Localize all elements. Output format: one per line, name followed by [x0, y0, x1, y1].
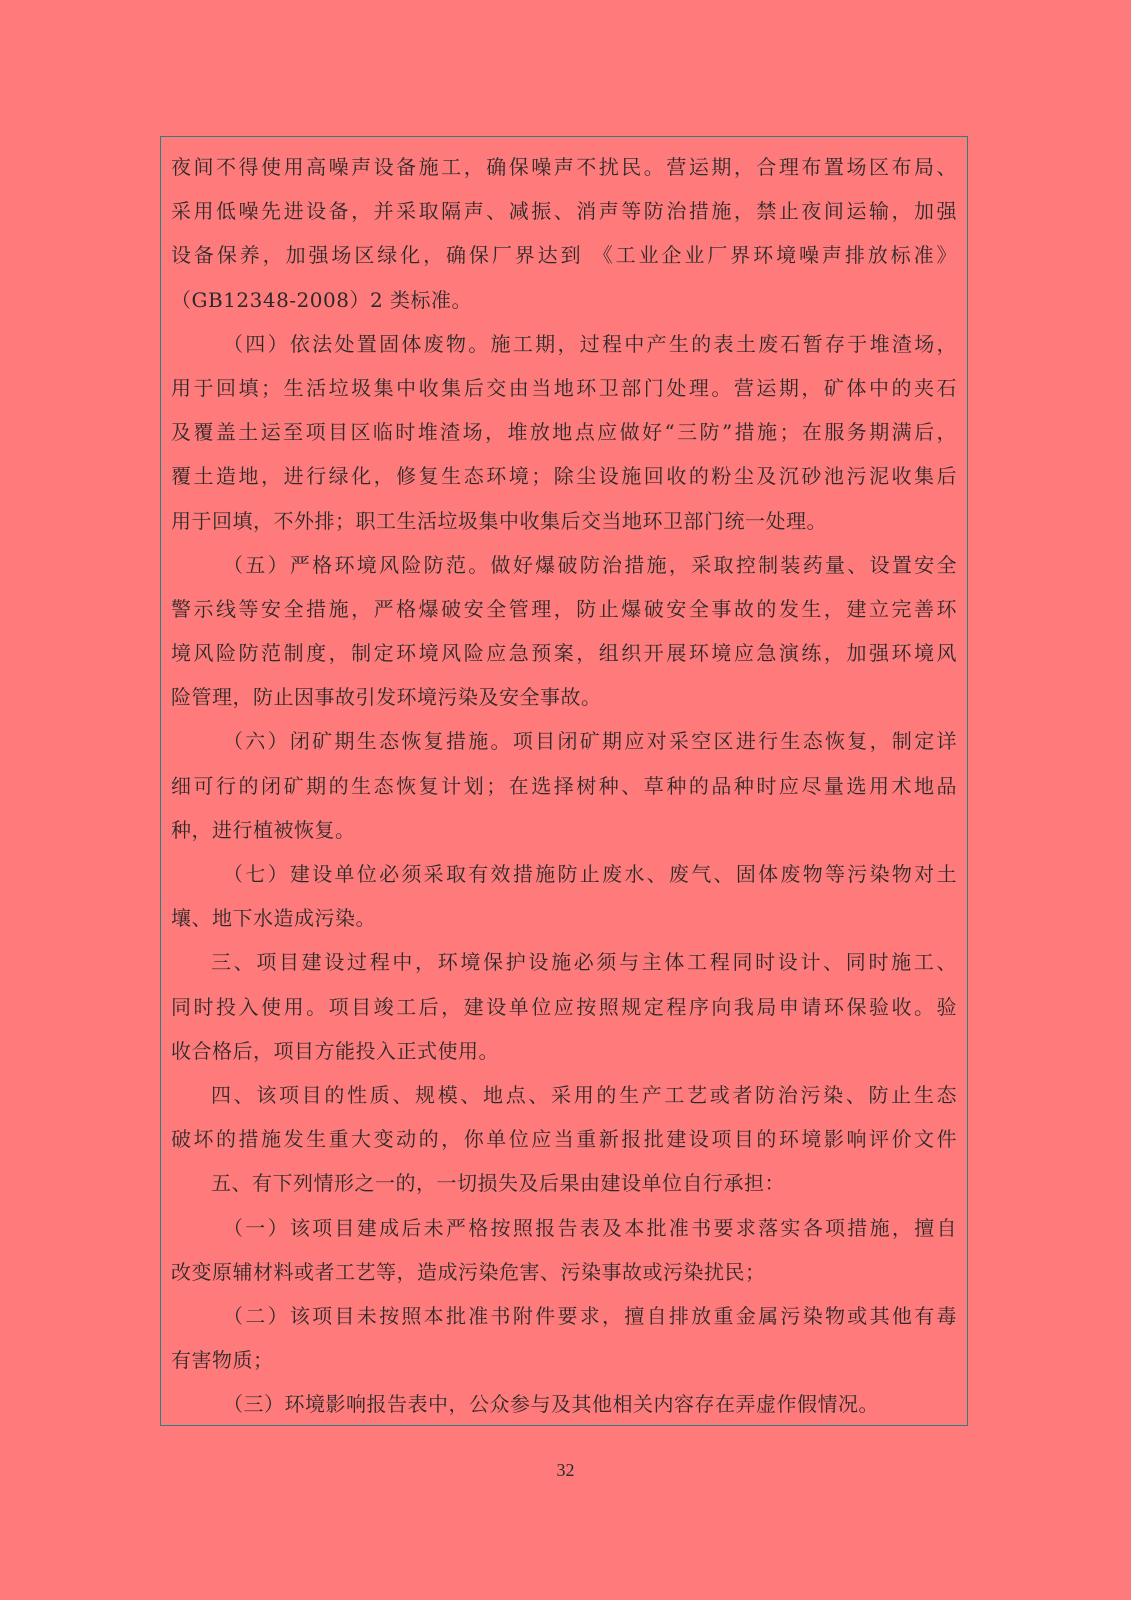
text-line: （七）建设单位必须采取有效措施防止废水、废气、固体废物等污染物对土 [223, 862, 957, 886]
text-line: 种，进行植被恢复。 [171, 817, 356, 842]
text-line: 险管理，防止因事故引发环境污染及安全事故。 [171, 685, 602, 710]
text-line: 夜间不得使用高噪声设备施工，确保噪声不扰民。营运期，合理布置场区布局、 [171, 155, 957, 179]
text-line: 境风险防范制度，制定环境风险应急预案，组织开展环境应急演练，加强环境风 [171, 641, 957, 666]
text-line: 三、项目建设过程中，环境保护设施必须与主体工程同时设计、同时施工、 [211, 950, 957, 975]
text-line: （四）依法处置固体废物。施工期，过程中产生的表土废石暂存于堆渣场， [223, 331, 957, 356]
document-text-frame [160, 136, 968, 1426]
text-line: 同时投入使用。项目竣工后，建设单位应按照规定程序向我局申请环保验收。验 [171, 994, 957, 1019]
text-line: 有害物质； [171, 1348, 274, 1373]
text-line: 警示线等安全措施，严格爆破安全管理，防止爆破安全事故的发生，建立完善环 [171, 596, 957, 621]
text-line: 破坏的措施发生重大变动的，你单位应当重新报批建设项目的环境影响评价文件 [171, 1127, 957, 1152]
page-number: 32 [556, 1460, 575, 1480]
text-line: 收合格后，项目方能投入正式使用。 [171, 1038, 499, 1063]
text-line: 采用低噪先进设备，并采取隔声、减振、消声等防治措施，禁止夜间运输，加强 [171, 199, 957, 224]
text-line: 用于回填，不外排；职工生活垃圾集中收集后交当地环卫部门统一处理。 [171, 508, 827, 533]
text-line: （一）该项目建成后未严格按照报告表及本批准书要求落实各项措施，擅自 [223, 1215, 957, 1240]
text-line: 及覆盖土运至项目区临时堆渣场，堆放地点应做好“三防”措施；在服务期满后， [171, 420, 957, 445]
text-line: 五、有下列情形之一的，一切损失及后果由建设单位自行承担： [211, 1171, 785, 1196]
text-line: （GB12348-2008）2 类标准。 [171, 287, 473, 312]
text-line: 设备保养，加强场区绿化，确保厂界达到 《工业企业厂界环境噪声排放标准》 [171, 243, 957, 268]
text-line: 改变原辅材料或者工艺等，造成污染危害、污染事故或污染扰民； [171, 1259, 766, 1284]
text-line: （三）环境影响报告表中，公众参与及其他相关内容存在弄虚作假情况。 [223, 1392, 879, 1417]
text-line: （五）严格环境风险防范。做好爆破防治措施，采取控制装药量、设置安全 [223, 552, 957, 577]
text-line: 覆土造地，进行绿化，修复生态环境；除尘设施回收的粉尘及沉砂池污泥收集后 [171, 464, 957, 489]
text-line: （二）该项目未按照本批准书附件要求，擅自排放重金属污染物或其他有毒 [223, 1303, 957, 1328]
text-line: 细可行的闭矿期的生态恢复计划；在选择树种、草种的品种时应尽量选用术地品 [171, 773, 957, 798]
text-line: 壤、地下水造成污染。 [171, 906, 376, 931]
text-line: 四、该项目的性质、规模、地点、采用的生产工艺或者防治污染、防止生态 [211, 1082, 957, 1107]
text-line: 用于回填；生活垃圾集中收集后交由当地环卫部门处理。营运期，矿体中的夹石 [171, 375, 957, 400]
text-line: （六）闭矿期生态恢复措施。项目闭矿期应对采空区进行生态恢复，制定详 [223, 729, 957, 754]
